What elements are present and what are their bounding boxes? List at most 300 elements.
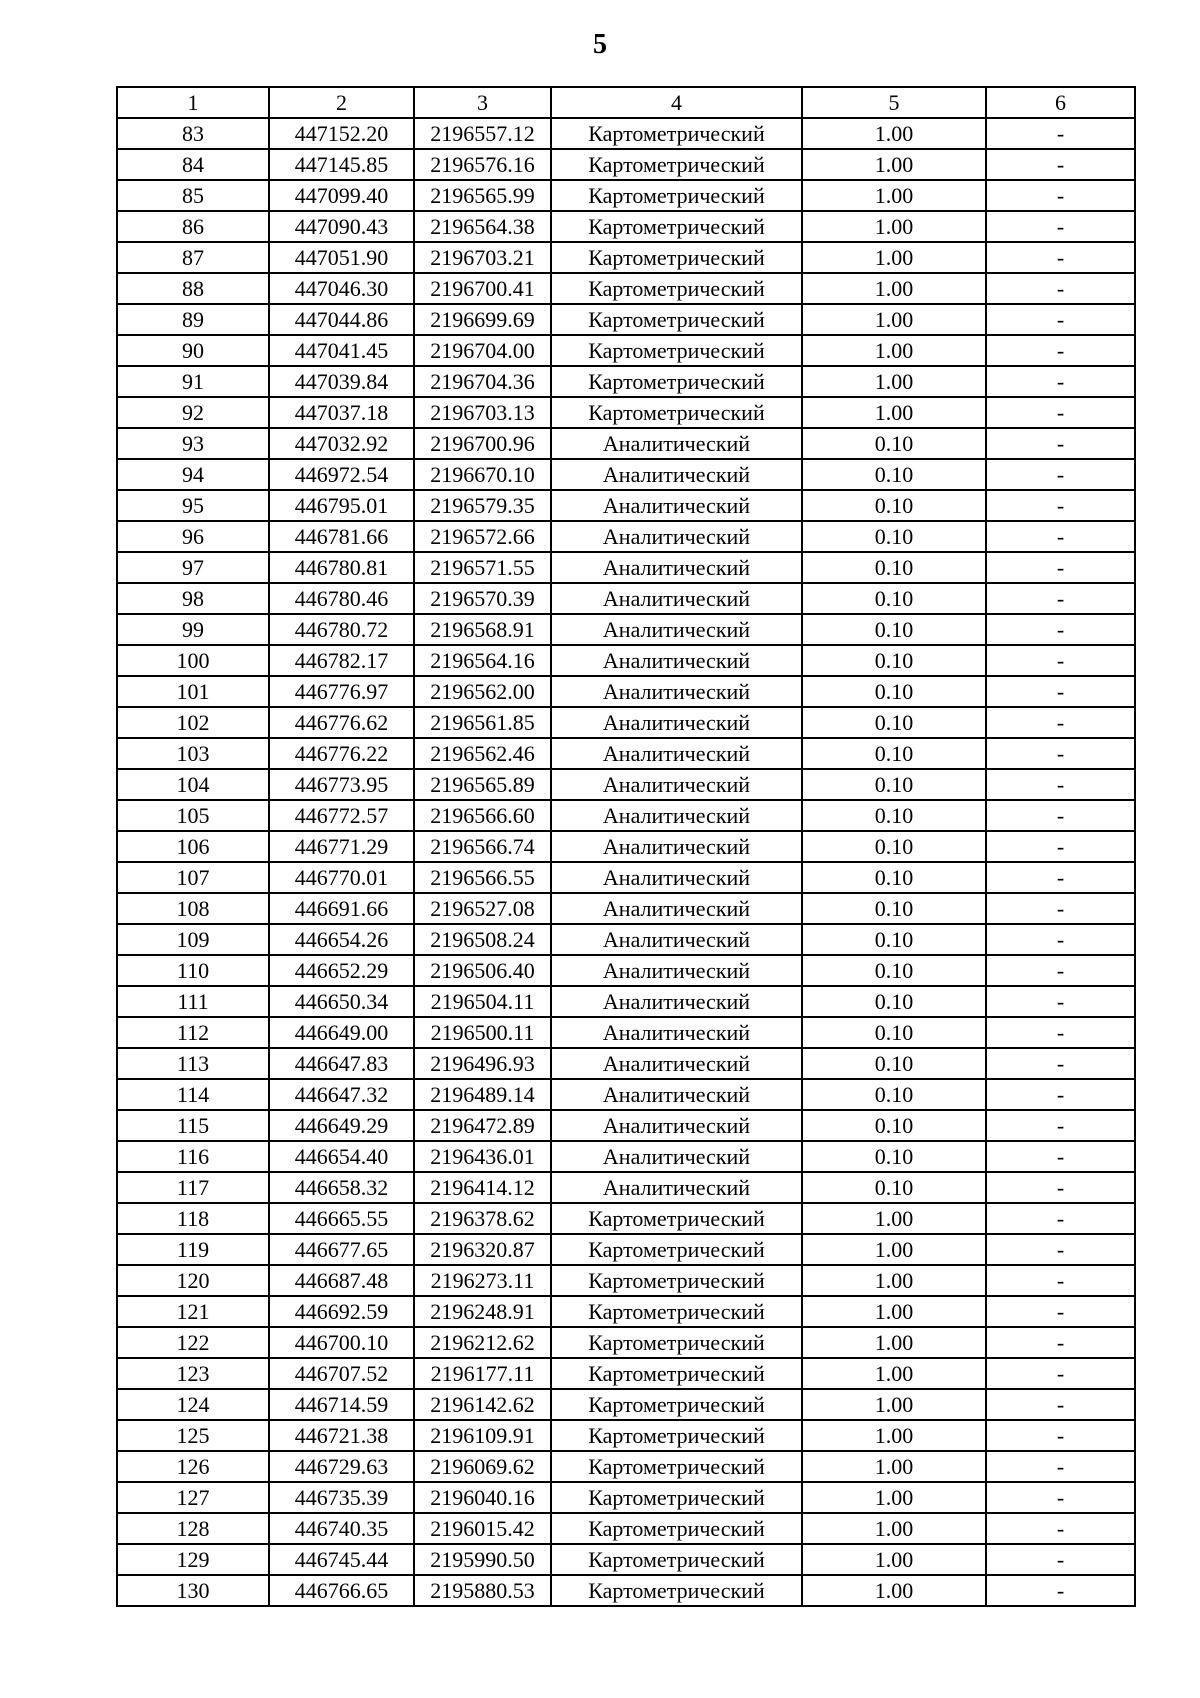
x-coordinate-cell: 446776.97 [269, 676, 414, 707]
table-row [117, 180, 1135, 211]
x-coordinate-cell: 447044.86 [269, 304, 414, 335]
x-coordinate-cell: 447090.43 [269, 211, 414, 242]
x-coordinate-cell: 446780.46 [269, 583, 414, 614]
point-number-cell: 120 [117, 1265, 269, 1296]
point-number-cell: 99 [117, 614, 269, 645]
accuracy-cell: 0.10 [802, 1079, 986, 1110]
y-coordinate-cell: 2195990.50 [414, 1544, 551, 1575]
point-number-cell: 87 [117, 242, 269, 273]
y-coordinate-cell: 2196489.14 [414, 1079, 551, 1110]
note-cell: - [986, 676, 1135, 707]
y-coordinate-cell: 2196378.62 [414, 1203, 551, 1234]
point-number-cell: 108 [117, 893, 269, 924]
accuracy-cell: 0.10 [802, 1048, 986, 1079]
y-coordinate-cell: 2196670.10 [414, 459, 551, 490]
point-number-cell: 121 [117, 1296, 269, 1327]
note-cell: - [986, 645, 1135, 676]
note-cell: - [986, 893, 1135, 924]
accuracy-cell: 1.00 [802, 1389, 986, 1420]
accuracy-cell: 1.00 [802, 335, 986, 366]
table-row [117, 614, 1135, 645]
x-coordinate-cell: 446772.57 [269, 800, 414, 831]
y-coordinate-cell: 2196212.62 [414, 1327, 551, 1358]
x-coordinate-cell: 446649.00 [269, 1017, 414, 1048]
table-row [117, 769, 1135, 800]
column-header: 2 [269, 87, 414, 118]
point-number-cell: 104 [117, 769, 269, 800]
point-number-cell: 111 [117, 986, 269, 1017]
method-cell: Картометрический [551, 1482, 802, 1513]
x-coordinate-cell: 446771.29 [269, 831, 414, 862]
table-row [117, 676, 1135, 707]
method-cell: Картометрический [551, 180, 802, 211]
method-cell: Картометрический [551, 335, 802, 366]
table-row [117, 1358, 1135, 1389]
accuracy-cell: 1.00 [802, 1420, 986, 1451]
x-coordinate-cell: 446687.48 [269, 1265, 414, 1296]
column-header: 4 [551, 87, 802, 118]
y-coordinate-cell: 2196562.00 [414, 676, 551, 707]
accuracy-cell: 0.10 [802, 614, 986, 645]
x-coordinate-cell: 447051.90 [269, 242, 414, 273]
note-cell: - [986, 459, 1135, 490]
note-cell: - [986, 1110, 1135, 1141]
y-coordinate-cell: 2196069.62 [414, 1451, 551, 1482]
table-row [117, 707, 1135, 738]
method-cell: Аналитический [551, 707, 802, 738]
y-coordinate-cell: 2196508.24 [414, 924, 551, 955]
y-coordinate-cell: 2196273.11 [414, 1265, 551, 1296]
table-row [117, 1451, 1135, 1482]
x-coordinate-cell: 447145.85 [269, 149, 414, 180]
point-number-cell: 130 [117, 1575, 269, 1606]
y-coordinate-cell: 2196557.12 [414, 118, 551, 149]
x-coordinate-cell: 446691.66 [269, 893, 414, 924]
point-number-cell: 96 [117, 521, 269, 552]
method-cell: Аналитический [551, 645, 802, 676]
accuracy-cell: 1.00 [802, 1327, 986, 1358]
method-cell: Аналитический [551, 1172, 802, 1203]
y-coordinate-cell: 2196566.55 [414, 862, 551, 893]
method-cell: Аналитический [551, 583, 802, 614]
point-number-cell: 122 [117, 1327, 269, 1358]
table-row [117, 1234, 1135, 1265]
accuracy-cell: 0.10 [802, 800, 986, 831]
point-number-cell: 126 [117, 1451, 269, 1482]
x-coordinate-cell: 446700.10 [269, 1327, 414, 1358]
point-number-cell: 106 [117, 831, 269, 862]
x-coordinate-cell: 446729.63 [269, 1451, 414, 1482]
accuracy-cell: 1.00 [802, 1296, 986, 1327]
method-cell: Картометрический [551, 366, 802, 397]
accuracy-cell: 0.10 [802, 769, 986, 800]
accuracy-cell: 0.10 [802, 490, 986, 521]
table-row [117, 118, 1135, 149]
accuracy-cell: 1.00 [802, 397, 986, 428]
table-row [117, 1110, 1135, 1141]
x-coordinate-cell: 446776.22 [269, 738, 414, 769]
note-cell: - [986, 1265, 1135, 1296]
table-row [117, 1141, 1135, 1172]
x-coordinate-cell: 446654.40 [269, 1141, 414, 1172]
accuracy-cell: 0.10 [802, 862, 986, 893]
table-row [117, 552, 1135, 583]
coordinates-table [116, 86, 1136, 1607]
accuracy-cell: 0.10 [802, 986, 986, 1017]
method-cell: Аналитический [551, 924, 802, 955]
x-coordinate-cell: 446740.35 [269, 1513, 414, 1544]
table-body [117, 118, 1135, 1606]
method-cell: Аналитический [551, 676, 802, 707]
accuracy-cell: 0.10 [802, 924, 986, 955]
y-coordinate-cell: 2196700.41 [414, 273, 551, 304]
table-row [117, 645, 1135, 676]
y-coordinate-cell: 2196576.16 [414, 149, 551, 180]
column-header: 3 [414, 87, 551, 118]
y-coordinate-cell: 2196700.96 [414, 428, 551, 459]
table-row [117, 955, 1135, 986]
y-coordinate-cell: 2196496.93 [414, 1048, 551, 1079]
note-cell: - [986, 1389, 1135, 1420]
note-cell: - [986, 1141, 1135, 1172]
y-coordinate-cell: 2196571.55 [414, 552, 551, 583]
point-number-cell: 86 [117, 211, 269, 242]
x-coordinate-cell: 446735.39 [269, 1482, 414, 1513]
method-cell: Картометрический [551, 149, 802, 180]
note-cell: - [986, 1203, 1135, 1234]
accuracy-cell: 0.10 [802, 1017, 986, 1048]
column-header: 5 [802, 87, 986, 118]
column-header: 1 [117, 87, 269, 118]
x-coordinate-cell: 446654.26 [269, 924, 414, 955]
note-cell: - [986, 614, 1135, 645]
method-cell: Аналитический [551, 1048, 802, 1079]
method-cell: Картометрический [551, 1389, 802, 1420]
point-number-cell: 85 [117, 180, 269, 211]
note-cell: - [986, 1327, 1135, 1358]
accuracy-cell: 1.00 [802, 118, 986, 149]
note-cell: - [986, 583, 1135, 614]
method-cell: Картометрический [551, 211, 802, 242]
y-coordinate-cell: 2196566.60 [414, 800, 551, 831]
note-cell: - [986, 304, 1135, 335]
y-coordinate-cell: 2196015.42 [414, 1513, 551, 1544]
table-row [117, 1513, 1135, 1544]
y-coordinate-cell: 2196565.89 [414, 769, 551, 800]
x-coordinate-cell: 446707.52 [269, 1358, 414, 1389]
method-cell: Аналитический [551, 1017, 802, 1048]
note-cell: - [986, 1079, 1135, 1110]
accuracy-cell: 1.00 [802, 1265, 986, 1296]
point-number-cell: 100 [117, 645, 269, 676]
method-cell: Картометрический [551, 273, 802, 304]
note-cell: - [986, 955, 1135, 986]
note-cell: - [986, 707, 1135, 738]
y-coordinate-cell: 2196248.91 [414, 1296, 551, 1327]
table-row [117, 149, 1135, 180]
point-number-cell: 84 [117, 149, 269, 180]
table-row [117, 1482, 1135, 1513]
point-number-cell: 115 [117, 1110, 269, 1141]
x-coordinate-cell: 446766.65 [269, 1575, 414, 1606]
header-row [117, 87, 1135, 118]
note-cell: - [986, 242, 1135, 273]
y-coordinate-cell: 2196040.16 [414, 1482, 551, 1513]
point-number-cell: 128 [117, 1513, 269, 1544]
accuracy-cell: 0.10 [802, 428, 986, 459]
x-coordinate-cell: 446782.17 [269, 645, 414, 676]
note-cell: - [986, 211, 1135, 242]
accuracy-cell: 0.10 [802, 707, 986, 738]
point-number-cell: 119 [117, 1234, 269, 1265]
accuracy-cell: 1.00 [802, 1451, 986, 1482]
table-row [117, 304, 1135, 335]
note-cell: - [986, 180, 1135, 211]
accuracy-cell: 0.10 [802, 552, 986, 583]
x-coordinate-cell: 446776.62 [269, 707, 414, 738]
point-number-cell: 97 [117, 552, 269, 583]
point-number-cell: 93 [117, 428, 269, 459]
table-row [117, 1017, 1135, 1048]
x-coordinate-cell: 446714.59 [269, 1389, 414, 1420]
table-row [117, 583, 1135, 614]
point-number-cell: 112 [117, 1017, 269, 1048]
note-cell: - [986, 1172, 1135, 1203]
x-coordinate-cell: 446721.38 [269, 1420, 414, 1451]
y-coordinate-cell: 2196562.46 [414, 738, 551, 769]
table-row [117, 1203, 1135, 1234]
column-header: 6 [986, 87, 1135, 118]
method-cell: Аналитический [551, 738, 802, 769]
point-number-cell: 105 [117, 800, 269, 831]
accuracy-cell: 0.10 [802, 1172, 986, 1203]
table-row [117, 1079, 1135, 1110]
note-cell: - [986, 149, 1135, 180]
note-cell: - [986, 1017, 1135, 1048]
method-cell: Аналитический [551, 800, 802, 831]
y-coordinate-cell: 2196704.36 [414, 366, 551, 397]
x-coordinate-cell: 446692.59 [269, 1296, 414, 1327]
table-row [117, 459, 1135, 490]
x-coordinate-cell: 447039.84 [269, 366, 414, 397]
point-number-cell: 90 [117, 335, 269, 366]
method-cell: Аналитический [551, 862, 802, 893]
table-row [117, 1420, 1135, 1451]
note-cell: - [986, 924, 1135, 955]
x-coordinate-cell: 447037.18 [269, 397, 414, 428]
accuracy-cell: 0.10 [802, 521, 986, 552]
table-row [117, 924, 1135, 955]
table-row [117, 1389, 1135, 1420]
method-cell: Картометрический [551, 1203, 802, 1234]
method-cell: Картометрический [551, 1265, 802, 1296]
point-number-cell: 101 [117, 676, 269, 707]
x-coordinate-cell: 446972.54 [269, 459, 414, 490]
note-cell: - [986, 366, 1135, 397]
y-coordinate-cell: 2196414.12 [414, 1172, 551, 1203]
note-cell: - [986, 273, 1135, 304]
x-coordinate-cell: 446770.01 [269, 862, 414, 893]
point-number-cell: 98 [117, 583, 269, 614]
method-cell: Картометрический [551, 1296, 802, 1327]
table-row [117, 1265, 1135, 1296]
method-cell: Картометрический [551, 118, 802, 149]
method-cell: Аналитический [551, 428, 802, 459]
accuracy-cell: 1.00 [802, 304, 986, 335]
y-coordinate-cell: 2196565.99 [414, 180, 551, 211]
y-coordinate-cell: 2196566.74 [414, 831, 551, 862]
table-row [117, 1172, 1135, 1203]
point-number-cell: 114 [117, 1079, 269, 1110]
x-coordinate-cell: 446781.66 [269, 521, 414, 552]
point-number-cell: 124 [117, 1389, 269, 1420]
accuracy-cell: 1.00 [802, 149, 986, 180]
method-cell: Аналитический [551, 459, 802, 490]
note-cell: - [986, 862, 1135, 893]
method-cell: Картометрический [551, 1575, 802, 1606]
accuracy-cell: 0.10 [802, 459, 986, 490]
point-number-cell: 110 [117, 955, 269, 986]
x-coordinate-cell: 446665.55 [269, 1203, 414, 1234]
method-cell: Аналитический [551, 552, 802, 583]
accuracy-cell: 1.00 [802, 1575, 986, 1606]
y-coordinate-cell: 2196699.69 [414, 304, 551, 335]
x-coordinate-cell: 446658.32 [269, 1172, 414, 1203]
x-coordinate-cell: 447032.92 [269, 428, 414, 459]
method-cell: Аналитический [551, 614, 802, 645]
note-cell: - [986, 1544, 1135, 1575]
table-row [117, 1327, 1135, 1358]
note-cell: - [986, 1451, 1135, 1482]
method-cell: Картометрический [551, 397, 802, 428]
accuracy-cell: 1.00 [802, 1203, 986, 1234]
y-coordinate-cell: 2196572.66 [414, 521, 551, 552]
accuracy-cell: 1.00 [802, 1513, 986, 1544]
y-coordinate-cell: 2196570.39 [414, 583, 551, 614]
note-cell: - [986, 1513, 1135, 1544]
x-coordinate-cell: 446649.29 [269, 1110, 414, 1141]
accuracy-cell: 1.00 [802, 273, 986, 304]
accuracy-cell: 1.00 [802, 1358, 986, 1389]
x-coordinate-cell: 446650.34 [269, 986, 414, 1017]
y-coordinate-cell: 2196436.01 [414, 1141, 551, 1172]
accuracy-cell: 0.10 [802, 645, 986, 676]
table-row [117, 862, 1135, 893]
point-number-cell: 125 [117, 1420, 269, 1451]
accuracy-cell: 0.10 [802, 738, 986, 769]
x-coordinate-cell: 446745.44 [269, 1544, 414, 1575]
y-coordinate-cell: 2196142.62 [414, 1389, 551, 1420]
point-number-cell: 91 [117, 366, 269, 397]
note-cell: - [986, 1234, 1135, 1265]
point-number-cell: 127 [117, 1482, 269, 1513]
note-cell: - [986, 1420, 1135, 1451]
point-number-cell: 118 [117, 1203, 269, 1234]
note-cell: - [986, 428, 1135, 459]
accuracy-cell: 0.10 [802, 676, 986, 707]
note-cell: - [986, 1296, 1135, 1327]
accuracy-cell: 1.00 [802, 211, 986, 242]
y-coordinate-cell: 2196561.85 [414, 707, 551, 738]
method-cell: Картометрический [551, 1544, 802, 1575]
y-coordinate-cell: 2196500.11 [414, 1017, 551, 1048]
method-cell: Аналитический [551, 1141, 802, 1172]
method-cell: Аналитический [551, 769, 802, 800]
point-number-cell: 102 [117, 707, 269, 738]
accuracy-cell: 0.10 [802, 583, 986, 614]
note-cell: - [986, 831, 1135, 862]
accuracy-cell: 1.00 [802, 1544, 986, 1575]
y-coordinate-cell: 2196527.08 [414, 893, 551, 924]
point-number-cell: 92 [117, 397, 269, 428]
point-number-cell: 107 [117, 862, 269, 893]
table-row [117, 1544, 1135, 1575]
table-row [117, 490, 1135, 521]
point-number-cell: 95 [117, 490, 269, 521]
table-row [117, 366, 1135, 397]
point-number-cell: 88 [117, 273, 269, 304]
method-cell: Картометрический [551, 1327, 802, 1358]
note-cell: - [986, 118, 1135, 149]
method-cell: Картометрический [551, 1358, 802, 1389]
accuracy-cell: 0.10 [802, 1110, 986, 1141]
method-cell: Картометрический [551, 1234, 802, 1265]
point-number-cell: 83 [117, 118, 269, 149]
table-row [117, 986, 1135, 1017]
y-coordinate-cell: 2196703.13 [414, 397, 551, 428]
point-number-cell: 123 [117, 1358, 269, 1389]
point-number-cell: 129 [117, 1544, 269, 1575]
method-cell: Аналитический [551, 1110, 802, 1141]
x-coordinate-cell: 447152.20 [269, 118, 414, 149]
y-coordinate-cell: 2196506.40 [414, 955, 551, 986]
page-number: 5 [593, 29, 607, 60]
method-cell: Аналитический [551, 1079, 802, 1110]
accuracy-cell: 0.10 [802, 831, 986, 862]
note-cell: - [986, 986, 1135, 1017]
method-cell: Аналитический [551, 955, 802, 986]
point-number-cell: 103 [117, 738, 269, 769]
method-cell: Аналитический [551, 521, 802, 552]
method-cell: Аналитический [551, 490, 802, 521]
note-cell: - [986, 1482, 1135, 1513]
y-coordinate-cell: 2196504.11 [414, 986, 551, 1017]
table-row [117, 397, 1135, 428]
table-row [117, 1296, 1135, 1327]
point-number-cell: 113 [117, 1048, 269, 1079]
y-coordinate-cell: 2196579.35 [414, 490, 551, 521]
accuracy-cell: 0.10 [802, 1141, 986, 1172]
x-coordinate-cell: 446677.65 [269, 1234, 414, 1265]
table-row [117, 428, 1135, 459]
accuracy-cell: 1.00 [802, 1482, 986, 1513]
x-coordinate-cell: 446795.01 [269, 490, 414, 521]
x-coordinate-cell: 446647.83 [269, 1048, 414, 1079]
x-coordinate-cell: 446780.72 [269, 614, 414, 645]
note-cell: - [986, 738, 1135, 769]
method-cell: Картометрический [551, 304, 802, 335]
accuracy-cell: 0.10 [802, 955, 986, 986]
table-row [117, 242, 1135, 273]
point-number-cell: 116 [117, 1141, 269, 1172]
note-cell: - [986, 521, 1135, 552]
point-number-cell: 94 [117, 459, 269, 490]
y-coordinate-cell: 2196320.87 [414, 1234, 551, 1265]
point-number-cell: 89 [117, 304, 269, 335]
x-coordinate-cell: 447046.30 [269, 273, 414, 304]
y-coordinate-cell: 2196704.00 [414, 335, 551, 366]
table-row [117, 1575, 1135, 1606]
